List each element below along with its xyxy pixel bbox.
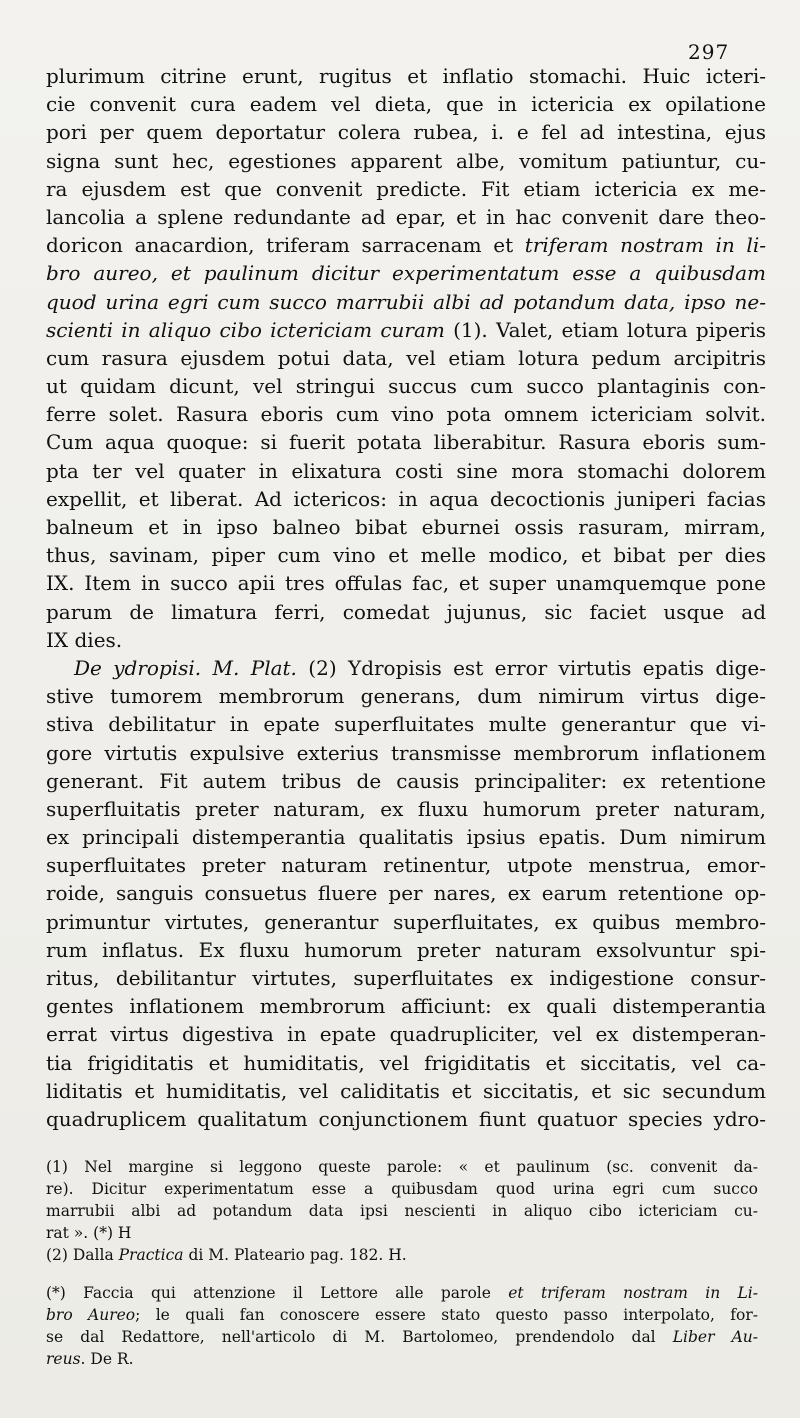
text-line [46, 598, 766, 626]
text-span: IX. Item in succo apii tres offulas fac, et super unamquemque pone [46, 571, 766, 596]
text-line [46, 739, 766, 767]
page-number: 297 [688, 40, 730, 64]
footnote-line [46, 1244, 758, 1266]
text-line [46, 485, 766, 513]
footnote-line [46, 1304, 758, 1326]
italic-span: bro aureo, et paulinum dicitur experimentatum esse a quibusdam [46, 261, 766, 286]
footnote-italic: reus [46, 1350, 81, 1368]
text-span: expellit, et liberat. Ad ictericos: in aqua decoctionis juniperi facias [46, 486, 766, 511]
text-line [46, 288, 766, 316]
footnote-text: ; le quali fan conoscere essere stato questo passo interpolato, for- [135, 1306, 758, 1324]
text-line [46, 936, 766, 964]
text-span: primuntur virtutes, generantur superfluitates, ex quibus membro- [46, 909, 766, 934]
text-span: stive tumorem membrorum generans, dum nimirum virtus dige- [46, 684, 766, 709]
footnote-text: marrubii albi ad potandum data ipsi nescienti in aliquo cibo ictericiam cu- [46, 1202, 758, 1220]
footnote-italic: Liber Au- [672, 1328, 758, 1346]
footnote-text: di M. Plateario pag. 182. H. [183, 1246, 407, 1264]
text-line [46, 908, 766, 936]
text-line [46, 428, 766, 456]
text-span: roide, sanguis consuetus fluere per nares, ex earum retentione op- [46, 881, 766, 906]
text-line [46, 823, 766, 851]
footnote-text: (2) Dalla [46, 1246, 119, 1264]
text-line [46, 457, 766, 485]
footnote-italic: bro Aureo [46, 1306, 136, 1324]
text-span: quadruplicem qualitatum conjunctionem fiunt quatuor species ydro- [46, 1106, 766, 1131]
text-line [46, 626, 766, 654]
text-span: pta ter vel quater in elixatura costi sine mora stomachi dolorem [46, 458, 766, 483]
text-span: plurimum citrine erunt, rugitus et inflatio stomachi. Huic icteri- [46, 64, 766, 88]
text-span: thus, savinam, piper cum vino et melle modico, et bibat per dies [46, 543, 766, 568]
footnote-spacer [46, 1266, 758, 1282]
text-span: cum rasura ejusdem potui data, vel etiam lotura pedum arcipitris [46, 345, 766, 370]
footnote-1 [46, 1156, 758, 1244]
text-span: ra ejusdem est que convenit predicte. Fit etiam ictericia ex me- [46, 176, 766, 201]
text-line [46, 767, 766, 795]
text-line [46, 1049, 766, 1077]
text-span: tia frigiditatis et humiditatis, vel frigiditatis et siccitatis, vel ca- [46, 1050, 766, 1075]
text-span: parum de limatura ferri, comedat jujunus, sic faciet usque ad [46, 599, 766, 624]
footnote-2 [46, 1244, 758, 1266]
text-line [46, 203, 766, 231]
text-span: ex principali distemperantia qualitatis ipsius epatis. Dum nimirum [46, 825, 766, 850]
text-line [46, 710, 766, 738]
text-line [46, 1020, 766, 1048]
text-span: stiva debilitatur in epate superfluitates multe generantur que vi- [46, 712, 766, 737]
footnote-text: rat ». (*) H [46, 1224, 132, 1242]
footnotes-block [46, 1156, 758, 1370]
text-line [46, 147, 766, 175]
text-span: gentes inflationem membrorum afficiunt: ex quali distemperantia [46, 994, 766, 1019]
text-span: signa sunt hec, egestiones apparent albe, vomitum patiuntur, cu- [46, 148, 766, 173]
text-span: (2) Ydropisis est error virtutis epatis dige- [296, 655, 766, 680]
footnote-line [46, 1200, 758, 1222]
text-span: lancolia a splene redundante ad epar, et in hac convenit dare theo- [46, 204, 766, 229]
text-line [46, 344, 766, 372]
text-line [46, 964, 766, 992]
text-span: Cum aqua quoque: si fuerit potata liberabitur. Rasura eboris sum- [46, 430, 766, 455]
text-line [46, 259, 766, 287]
text-line [46, 541, 766, 569]
text-span: ferre solet. Rasura eboris cum vino pota omnem ictericiam solvit. [46, 402, 766, 427]
text-line [46, 1105, 766, 1133]
text-span: gore virtutis expulsive exterius transmisse membrorum inflationem [46, 740, 766, 765]
footnote-line [46, 1156, 758, 1178]
text-line [46, 879, 766, 907]
footnote-line [46, 1222, 758, 1244]
footnote-text: (*) Faccia qui attenzione il Lettore alle parole [46, 1284, 509, 1302]
text-line [46, 851, 766, 879]
text-span: pori per quem deportatur colera rubea, i. e fel ad intestina, ejus [46, 120, 766, 145]
text-span: balneum et in ipso balneo bibat eburnei ossis rasuram, mirram, [46, 515, 766, 539]
text-line [46, 682, 766, 710]
text-line [46, 400, 766, 428]
text-span: ritus, debilitantur virtutes, superfluitates ex indigestione consur- [46, 966, 766, 990]
footnote-editor-note [46, 1282, 758, 1370]
text-line [46, 118, 766, 146]
footnote-line [46, 1326, 758, 1348]
text-span: rum inflatus. Ex fluxu humorum preter naturam exsolvuntur spi- [46, 937, 766, 962]
text-line [46, 992, 766, 1020]
footnote-text: (1) Nel margine si leggono queste parole: « et paulinum (sc. convenit da- [46, 1158, 758, 1176]
text-span: errat virtus digestiva in epate quadrupliciter, vel ex distemperan- [46, 1022, 766, 1047]
text-line [46, 175, 766, 203]
footnote-line [46, 1348, 758, 1370]
text-span: cie convenit cura eadem vel dieta, que in ictericia ex opilatione [46, 92, 766, 117]
text-span: generant. Fit autem tribus de causis principaliter: ex retentione [46, 768, 766, 793]
section-heading: De ydropisi. M. Plat. [74, 655, 297, 680]
text-span: doricon anacardion, triferam sarracenam et [46, 233, 525, 258]
footnote-text: se dal Redattore, nell'articolo di M. Bartolomeo, prendendolo dal [46, 1328, 673, 1346]
text-line [46, 795, 766, 823]
text-line [46, 90, 766, 118]
text-span: liditatis et humiditatis, vel caliditatis et siccitatis, et sic secundum [46, 1078, 766, 1103]
text-span: IX dies. [46, 627, 123, 652]
text-line [46, 372, 766, 400]
footnote-text: re). Dicitur experimentatum esse a quibusdam quod urina egri cum succo [46, 1180, 758, 1198]
text-span: superfluitatis preter naturam, ex fluxu humorum preter naturam, [46, 796, 766, 821]
text-line [46, 513, 766, 541]
italic-span: scienti in aliquo cibo ictericiam curam [46, 317, 445, 342]
italic-span: quod urina egri cum succo marrubii albi ad potandum data, ipso ne- [46, 289, 766, 314]
footnote-text: . De R. [80, 1350, 134, 1368]
text-line [46, 62, 766, 90]
text-line [46, 569, 766, 597]
main-text-block [46, 62, 766, 1133]
text-span: ut quidam dicunt, vel stringui succus cum succo plantaginis con- [46, 374, 766, 399]
footnote-line [46, 1282, 758, 1304]
footnote-italic: Practica [118, 1246, 184, 1264]
text-span: superfluitates preter naturam retinentur, utpote menstrua, emor- [46, 853, 766, 878]
italic-span: triferam nostram in li- [524, 233, 766, 258]
footnote-line [46, 1178, 758, 1200]
text-span: (1). Valet, etiam lotura piperis [444, 317, 766, 342]
footnote-italic: et triferam nostram in Li- [508, 1284, 758, 1302]
text-line [46, 1077, 766, 1105]
text-line [46, 316, 766, 344]
section-heading-line [46, 654, 766, 682]
text-line [46, 231, 766, 259]
